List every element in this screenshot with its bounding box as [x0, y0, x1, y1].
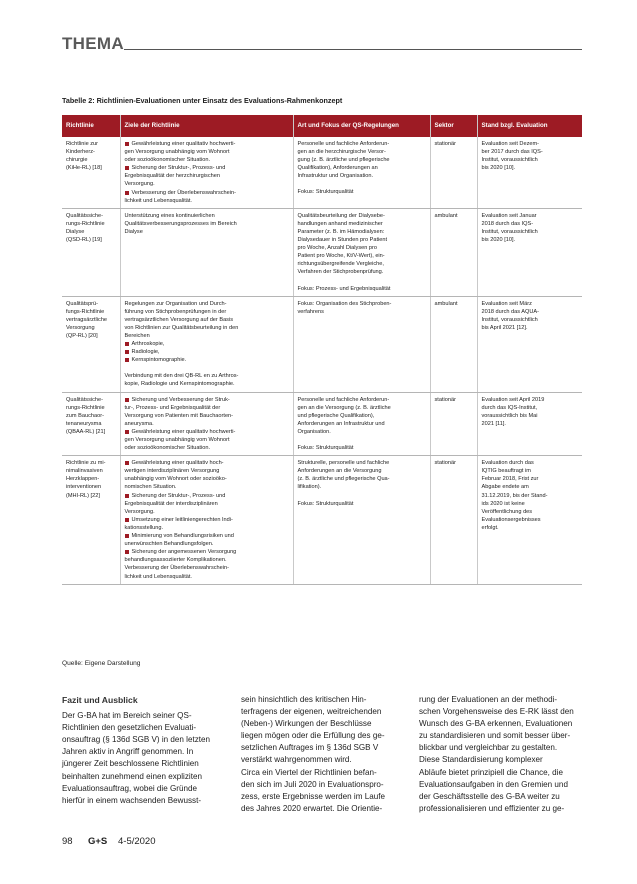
body-text-line: verstärkt wahrgenommen wird.	[241, 755, 352, 765]
cell-text: Evaluation seit Januar	[481, 212, 537, 219]
cell-text: tenaneurysma	[66, 420, 102, 427]
cell-text: pro Woche, Anzahl Dialysen pro	[297, 245, 377, 252]
cell-text: bis April 2021 [12].	[481, 324, 528, 331]
body-text-line: jüngerer Zeit beschlossene Richtlinien	[62, 759, 199, 769]
table-caption: Tabelle 2: Richtlinien-Evaluationen unter Einsatz des Evaluations-Rahmenkonzept	[62, 96, 343, 105]
cell-text: IQTIG beauftragt im	[481, 468, 531, 475]
cell-text: Parameter (z. B. im Hämodialysen:	[297, 228, 385, 235]
cell-text: Richtlinie zu mi-	[66, 460, 106, 467]
body-text-line: Richtlinien den gesetzlichen Evaluati-	[62, 723, 197, 733]
cell-text: gen Versorgung unabhängig vom Wohnort	[124, 149, 230, 156]
cell-text: gung (z. B. ärztliche und pflegerische	[297, 157, 390, 164]
body-text-line: rung der Evaluationen an der methodi-	[419, 695, 558, 704]
body-text-line: beinhalten zunehmend einen expliziten	[62, 771, 202, 781]
body-text-line: zess, erste Ergebnisse werden im Laufe	[241, 791, 385, 801]
table-cell	[430, 392, 477, 456]
cell-text: von Richtlinien zur Qualitätsbeurteilung in den	[124, 324, 239, 331]
body-text-line: zu standardisieren und somit besser über-	[419, 731, 571, 741]
cell-text: Qualitätsverbesserungsprozesses im Bereich	[124, 220, 237, 227]
bullet-item: Sicherung der Struktur-, Prozess- und	[125, 164, 289, 172]
table-cell	[293, 456, 430, 584]
column-header: Ziele der Richtlinie	[120, 115, 293, 137]
body-text-line: der Geschäftsstelle des G-BA weiter zu	[419, 791, 560, 801]
table-row	[62, 137, 582, 208]
cell-text: bis 2020 [10].	[481, 237, 516, 244]
cell-text: Evaluation seit April 2019	[481, 396, 545, 403]
bullet-item: Sicherung und Verbesserung der Struk-	[125, 396, 289, 404]
table-row	[62, 392, 582, 456]
cell-text: Qualitätssiche-	[66, 212, 103, 219]
cell-text: bis 2020 [10].	[481, 165, 516, 172]
cell-text: chirurgie	[66, 157, 88, 164]
body-text-line: schen Vorgehensweise des E-RK lässt den	[419, 707, 574, 717]
cell-text: Evaluation durch das	[481, 460, 534, 467]
bullet-item: Gewährleistung einer qualitativ hoch-	[125, 459, 289, 467]
cell-text: erfolgt.	[481, 524, 499, 531]
body-text-line: Evaluationsaufgaben in den Gremien und	[419, 779, 568, 789]
bullet-item: Verbesserung der Überlebenswahrschein-	[125, 189, 289, 197]
issue-number: 4-5/2020	[118, 836, 156, 847]
body-text-line: onsauftrag (§ 136d SGB V) in den letzten	[62, 735, 211, 745]
body-text-line: liegen mögen oder die Erfüllung des ge-	[241, 731, 385, 741]
table-cell	[477, 456, 582, 584]
cell-text: führung von Stichprobenprüfungen in der	[124, 308, 227, 315]
bullet-item: Umsetzung einer leitliniengerechten Indi-	[125, 516, 289, 524]
cell-text: lifikation).	[297, 484, 322, 491]
cell-text: Evaluation seit Dezem-	[481, 141, 540, 147]
cell-text: und pflegerische Qualifikation),	[297, 412, 375, 419]
cell-text: (KiHe-RL) [18]	[66, 165, 102, 172]
cell-text: Dialysedauer in Stunden pro Patient	[297, 237, 388, 244]
source-note: Quelle: Eigene Darstellung	[62, 660, 141, 667]
table-row	[62, 296, 582, 392]
cell-text: Organisation.	[297, 428, 331, 435]
cell-text: Verbindung mit den drei QB-RL en zu Arthros-	[124, 373, 239, 380]
cell-text: Versorgung	[66, 324, 95, 331]
cell-text: Anforderungen an Infrastruktur und	[297, 420, 385, 427]
cell-text: Fokus: Prozess- und Ergebnisqualität	[297, 285, 391, 292]
cell-text: Qualitätsbeurteilung der Dialysebe-	[297, 212, 385, 219]
cell-text: wertigen interdisziplinären Versorgung	[124, 468, 220, 475]
cell-text: Versorgung von Patienten mit Bauchaorten-	[124, 412, 234, 419]
cell-text: Unterstützung eines kontinuierlichen	[124, 212, 215, 219]
body-text-line: Der G-BA hat im Bereich seiner QS-	[62, 711, 192, 721]
cell-text: richtungsübergreifende Vergleiche,	[297, 261, 384, 268]
cell-text: 2018 durch das IQS-	[481, 220, 534, 227]
cell-text: Qualitätsprü-	[66, 300, 99, 307]
body-text-line: Wunsch des G-BA erkennen, Evaluationen	[419, 719, 573, 729]
table-body	[62, 137, 582, 584]
cell-text: nomischen Situation.	[124, 484, 177, 491]
table-cell	[430, 137, 477, 208]
cell-text: Fokus: Organisation des Stichproben-	[297, 300, 392, 307]
cell-text: interventionen	[66, 484, 102, 491]
table-header-row	[62, 115, 582, 137]
table-cell	[293, 392, 430, 456]
table-cell	[62, 208, 120, 296]
cell-text: rungs-Richtlinie	[66, 404, 105, 411]
cell-text: ambulant	[434, 300, 458, 307]
cell-text: fungs-Richtlinie	[66, 308, 105, 315]
cell-text: stationär	[434, 396, 456, 403]
cell-text: Personelle und fachliche Anforderun-	[297, 141, 390, 147]
table-row	[62, 208, 582, 296]
cell-text: Ergebnisqualität der interdisziplinären	[124, 500, 218, 507]
cell-text	[298, 180, 426, 188]
table-cell	[62, 392, 120, 456]
cell-text: Fokus: Strukturqualität	[297, 189, 354, 196]
cell-text: gen an die Versorgung (z. B. ärztliche	[297, 404, 391, 411]
cell-text: Evaluationsergebnisses	[481, 516, 541, 523]
column-header: Stand bzgl. Evaluation	[477, 115, 582, 137]
body-text-line: Evaluationsauftrag, wobei die Gründe	[62, 783, 197, 793]
cell-text: gen Versorgung unabhängig vom Wohnort	[124, 437, 230, 443]
cell-text: Fokus: Strukturqualität	[297, 445, 354, 451]
cell-text: stationär	[434, 460, 456, 467]
cell-text: kopie, Radiologie und Kernspintomographie.	[124, 381, 235, 388]
cell-text: Kinderherz-	[66, 149, 95, 156]
table-cell	[477, 137, 582, 208]
cell-text: behandlungsassoziierter Komplikationen.	[124, 557, 227, 564]
body-text-line: professionalisieren und effizienter zu ge-	[419, 803, 565, 813]
table-cell	[120, 456, 293, 584]
cell-text: ids 2020 ist keine	[481, 500, 525, 507]
cell-text: vertragsärztlichen Versorgung auf der Basis	[124, 316, 234, 323]
bullet-item: Radiologie,	[125, 348, 289, 356]
body-text-line: Jahren aktiv in Angriff genommen. In	[62, 747, 194, 757]
cell-text: Versorgung.	[124, 181, 155, 188]
cell-text: Veröffentlichung des	[481, 508, 533, 515]
cell-text: ambulant	[434, 212, 458, 219]
table-cell	[62, 456, 120, 584]
table-cell	[477, 392, 582, 456]
cell-text: 2021 [11].	[481, 420, 506, 427]
cell-text: Februar 2018, Frist zur	[481, 476, 539, 483]
cell-text: oder sozioökonomischer Situation.	[124, 157, 211, 164]
cell-text: Institut, voraussichtlich	[481, 157, 538, 164]
cell-text: 31.12.2019, bis der Stand-	[481, 492, 548, 499]
cell-text: voraussichtlich bis Mai	[481, 412, 538, 419]
bullet-item: Minimierung von Behandlungsrisiken und	[125, 532, 289, 540]
cell-text: unerwünschten Behandlungsfolgen.	[124, 541, 214, 548]
cell-text: verfahrens	[297, 308, 324, 315]
cell-text: Ergebnisqualität der herzchirurgischen	[124, 173, 220, 180]
text-column-1	[62, 694, 225, 807]
body-text-line: den sich im Juli 2020 in Evaluationspro-	[241, 779, 384, 789]
cell-text	[298, 492, 426, 500]
body-text-line: (Neben-) Wirkungen der Beschlüsse	[241, 719, 372, 729]
cell-text	[125, 364, 289, 372]
evaluation-table	[62, 115, 582, 585]
cell-text: unabhängig vom Wohnort oder sozioöko-	[124, 476, 227, 483]
cell-text: aneurysma.	[124, 420, 154, 427]
cell-text: Verbesserung der Überlebenswahrschein-	[124, 565, 229, 572]
column-header: Richtlinie	[62, 115, 120, 137]
cell-text: Qualitätssiche-	[66, 396, 103, 403]
bullet-item: Sicherung der Struktur-, Prozess- und	[125, 492, 289, 500]
table-row	[62, 456, 582, 584]
cell-text: vertragsärztliche	[66, 316, 108, 323]
cell-text: Fokus: Strukturqualität	[297, 500, 354, 507]
bullet-item: Arthroskopie,	[125, 340, 289, 348]
cell-text: stationär	[434, 141, 456, 147]
table-cell	[430, 208, 477, 296]
body-text-line: des Jahres 2020 erwartet. Die Orientie-	[241, 803, 383, 813]
cell-text: Regelungen zur Organisation und Durch-	[124, 300, 227, 307]
section-title: THEMA	[62, 34, 124, 53]
table-cell	[62, 296, 120, 392]
cell-text: ber 2017 durch das IQS-	[481, 149, 543, 156]
cell-text	[298, 277, 426, 285]
cell-text: Herzklappen-	[66, 476, 100, 483]
journal-logo: G+S	[88, 836, 108, 847]
cell-text: Patient pro Woche, Kt/V-Wert), ein-	[297, 253, 385, 260]
cell-text: oder sozioökonomischer Situation.	[124, 445, 211, 452]
cell-text: kationsstellung.	[124, 524, 164, 531]
table-cell	[120, 392, 293, 456]
table-cell	[477, 296, 582, 392]
cell-text: Infrastruktur und Organisation.	[297, 173, 374, 180]
cell-text: tur-, Prozess- und Ergebnisqualität der	[124, 404, 221, 411]
table-cell	[293, 208, 430, 296]
header-divider	[124, 49, 582, 50]
table-cell	[120, 137, 293, 208]
table-cell	[430, 296, 477, 392]
cell-text: Abgabe endete am	[481, 484, 529, 491]
body-text-line: sein hinsichtlich des kritischen Hin-	[241, 695, 367, 704]
page-number: 98	[62, 836, 73, 847]
table-cell	[293, 296, 430, 392]
bullet-item: Gewährleistung einer qualitativ hochwerti-	[125, 428, 289, 436]
cell-text: zum Bauchaor-	[66, 412, 104, 419]
table-cell	[293, 137, 430, 208]
page-header	[62, 34, 582, 54]
cell-text: gen an die herzchirurgische Versor-	[297, 149, 386, 156]
body-text-line: Abläufe bietet prinzipiell die Chance, die	[419, 767, 563, 777]
cell-text: Versorgung.	[124, 508, 155, 515]
cell-text: Dialyse	[124, 228, 143, 235]
cell-text: Evaluation seit März	[481, 300, 532, 307]
cell-text: (QSD-RL) [19]	[66, 237, 102, 244]
cell-text: nimalinvasiven	[66, 468, 103, 475]
cell-text: Qualifikation), Anforderungen an	[297, 165, 378, 172]
subheading: Fazit und Ausblick	[62, 695, 138, 705]
cell-text: 2018 durch das AQUA-	[481, 308, 540, 315]
bullet-item: Gewährleistung einer qualitativ hochwerti-	[125, 140, 289, 148]
cell-text: (z. B. ärztliche und pflegerische Qua-	[297, 476, 390, 483]
cell-text: (QBAA-RL) [21]	[66, 428, 106, 435]
table-cell	[120, 296, 293, 392]
cell-text: Richtlinie zur	[66, 141, 99, 147]
cell-text: Verfahren der Stichprobenprüfung.	[297, 269, 384, 276]
cell-text: Anforderungen an die Versorgung	[297, 468, 382, 475]
text-column-3	[419, 694, 582, 815]
cell-text: lichkeit und Lebensqualität.	[124, 573, 192, 580]
cell-text: Institut, voraussichtlich	[481, 316, 538, 323]
table-cell	[62, 137, 120, 208]
cell-text: Personelle und fachliche Anforderun-	[297, 396, 390, 403]
text-column-2	[241, 694, 404, 815]
table-cell	[477, 208, 582, 296]
body-text-line: setzlichen Auftrages im § 136d SGB V	[241, 743, 379, 753]
cell-text: Strukturelle, personelle und fachliche	[297, 460, 390, 467]
body-text-line: blickbar und vergleichbar zu gestalten.	[419, 743, 558, 753]
bullet-item: Sicherung der angemessenen Versorgung	[125, 548, 289, 556]
cell-text: (QP-RL) [20]	[66, 332, 98, 339]
cell-text: (MHI-RL) [22]	[66, 492, 100, 499]
cell-text: lichkeit und Lebensqualität.	[124, 197, 192, 204]
cell-text: Dialyse	[66, 228, 85, 235]
table-cell	[430, 456, 477, 584]
cell-text: Institut, voraussichtlich	[481, 228, 538, 235]
body-text-line: Circa ein Viertel der Richtlinien befan-	[241, 767, 377, 777]
cell-text: rungs-Richtlinie	[66, 220, 105, 227]
column-header: Sektor	[430, 115, 477, 137]
bullet-item: Kernspintomographie.	[125, 356, 289, 364]
cell-text: handlungen anhand medizinischer	[297, 220, 383, 227]
body-text-line: terfragens der eigenen, weitreichenden	[241, 707, 382, 717]
cell-text: Bereichen	[124, 332, 150, 339]
body-text-line: Diese Standardisierung komplexer	[419, 755, 543, 765]
body-text-line: hierfür in einem wachsenden Bewusst-	[62, 795, 202, 805]
table-cell	[120, 208, 293, 296]
column-header: Art und Fokus der QS-Regelungen	[293, 115, 430, 137]
cell-text	[298, 436, 426, 444]
cell-text: durch das IQS-Institut,	[481, 404, 538, 411]
